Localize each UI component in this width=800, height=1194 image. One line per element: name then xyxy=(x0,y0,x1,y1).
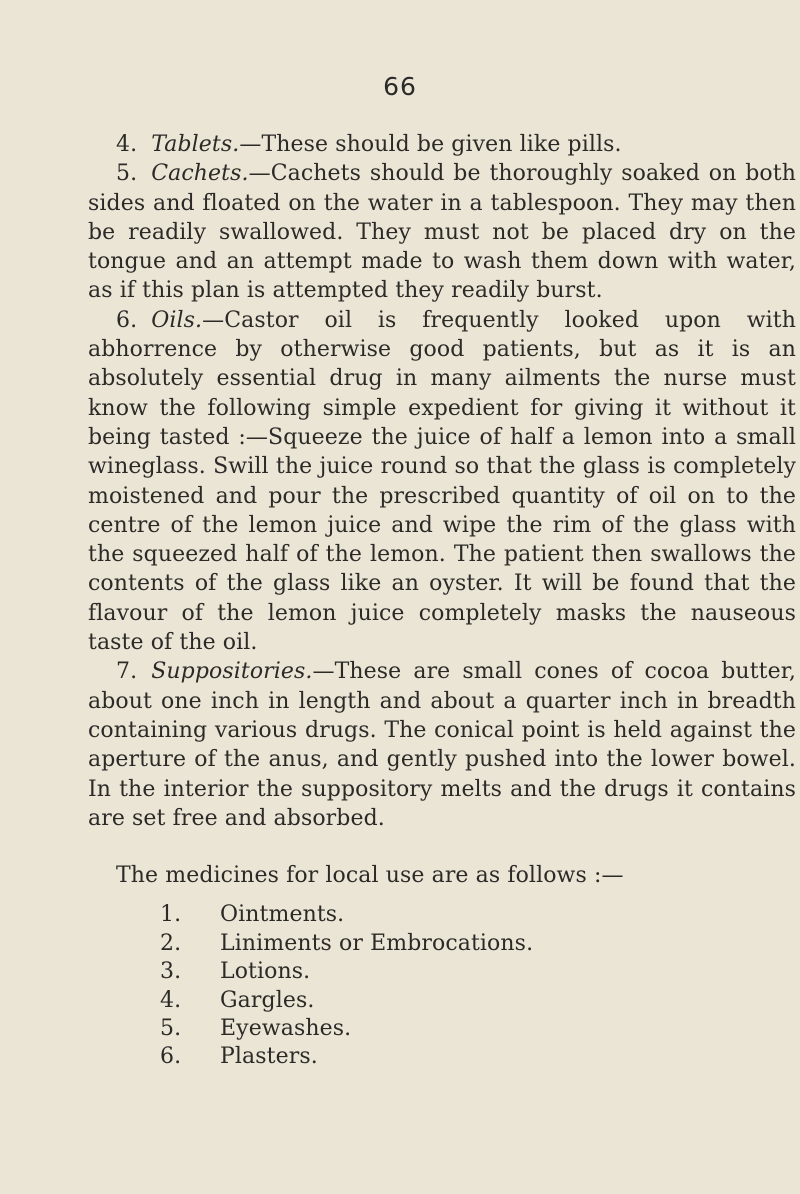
paragraph-number: 4. xyxy=(116,132,138,157)
paragraph-oils xyxy=(88,306,796,658)
paragraph-term: Suppositories. xyxy=(151,659,313,685)
list-item-number: 5. xyxy=(160,1016,182,1042)
list-item-label: Liniments or Embrocations. xyxy=(220,930,534,956)
list-item xyxy=(160,958,796,986)
local-medicines-intro: The medicines for local use are as follows :— xyxy=(116,863,624,889)
paragraph-text: —Castor oil is frequently looked upon with abhorrence by otherwise good patients, but as it is an absolutely essential drug in many ailments the nurse must know the following simple expedient for giving it without it being tasted :—Squeeze the juice of half a lemon into a small wineglass. Swill the juice round so that the glass is completely moistened and pour the prescribed quantity of oil on to the centre of the lemon juice and wipe the rim of the glass with the squeezed half of the lemon. The patient then swallows the contents of the glass like an oyster. It will be found that the flavour of the lemon juice completely masks the nauseous taste of the oil. xyxy=(88,307,796,656)
list-item-number: 1. xyxy=(160,902,182,928)
list-item-number: 4. xyxy=(160,987,182,1013)
list-item-label: Gargles. xyxy=(220,987,315,1013)
local-medicines-list xyxy=(88,901,796,1071)
paragraph-text: —Cachets should be thoroughly soaked on both sides and floated on the water in a tablespoon. They may then be readily swallowed. They must not be placed dry on the tongue and an attempt made to wash them down with water, as if this plan is attempted they readily burst. xyxy=(88,161,796,304)
paragraph-number: 7. xyxy=(116,659,138,685)
paragraph-tablets xyxy=(88,130,796,159)
list-item-number: 3. xyxy=(160,959,182,985)
paragraph-term: Tablets. xyxy=(151,132,240,157)
paragraph-term: Oils. xyxy=(151,307,203,333)
paragraph-suppositories xyxy=(88,657,796,833)
list-item xyxy=(160,1043,796,1071)
list-item-label: Lotions. xyxy=(220,959,311,985)
list-item-number: 2. xyxy=(160,930,182,956)
list-item-label: Eyewashes. xyxy=(220,1016,352,1042)
list-item xyxy=(160,901,796,929)
paragraph-term: Cachets. xyxy=(151,161,249,187)
list-item xyxy=(160,1015,796,1043)
list-item xyxy=(160,930,796,958)
list-item xyxy=(160,987,796,1015)
list-item-label: Ointments. xyxy=(220,902,345,928)
list-item-number: 6. xyxy=(160,1044,182,1070)
page-body xyxy=(88,130,796,1072)
list-item-label: Plasters. xyxy=(220,1044,318,1070)
paragraph-number: 5. xyxy=(116,161,138,187)
page-number: 66 xyxy=(383,72,417,101)
paragraph-number: 6. xyxy=(116,307,138,333)
paragraph-text: —These should be given like pills. xyxy=(239,132,622,157)
paragraph-cachets xyxy=(88,159,796,305)
paragraph-text: —These are small cones of cocoa butter, about one inch in length and about a quarter inch in breadth containing various drugs. The conical point is held against the aperture of the anus, and gently pushed into the lower bowel. In the interior the suppository melts and the drugs it contains are set free and absorbed. xyxy=(88,659,796,831)
